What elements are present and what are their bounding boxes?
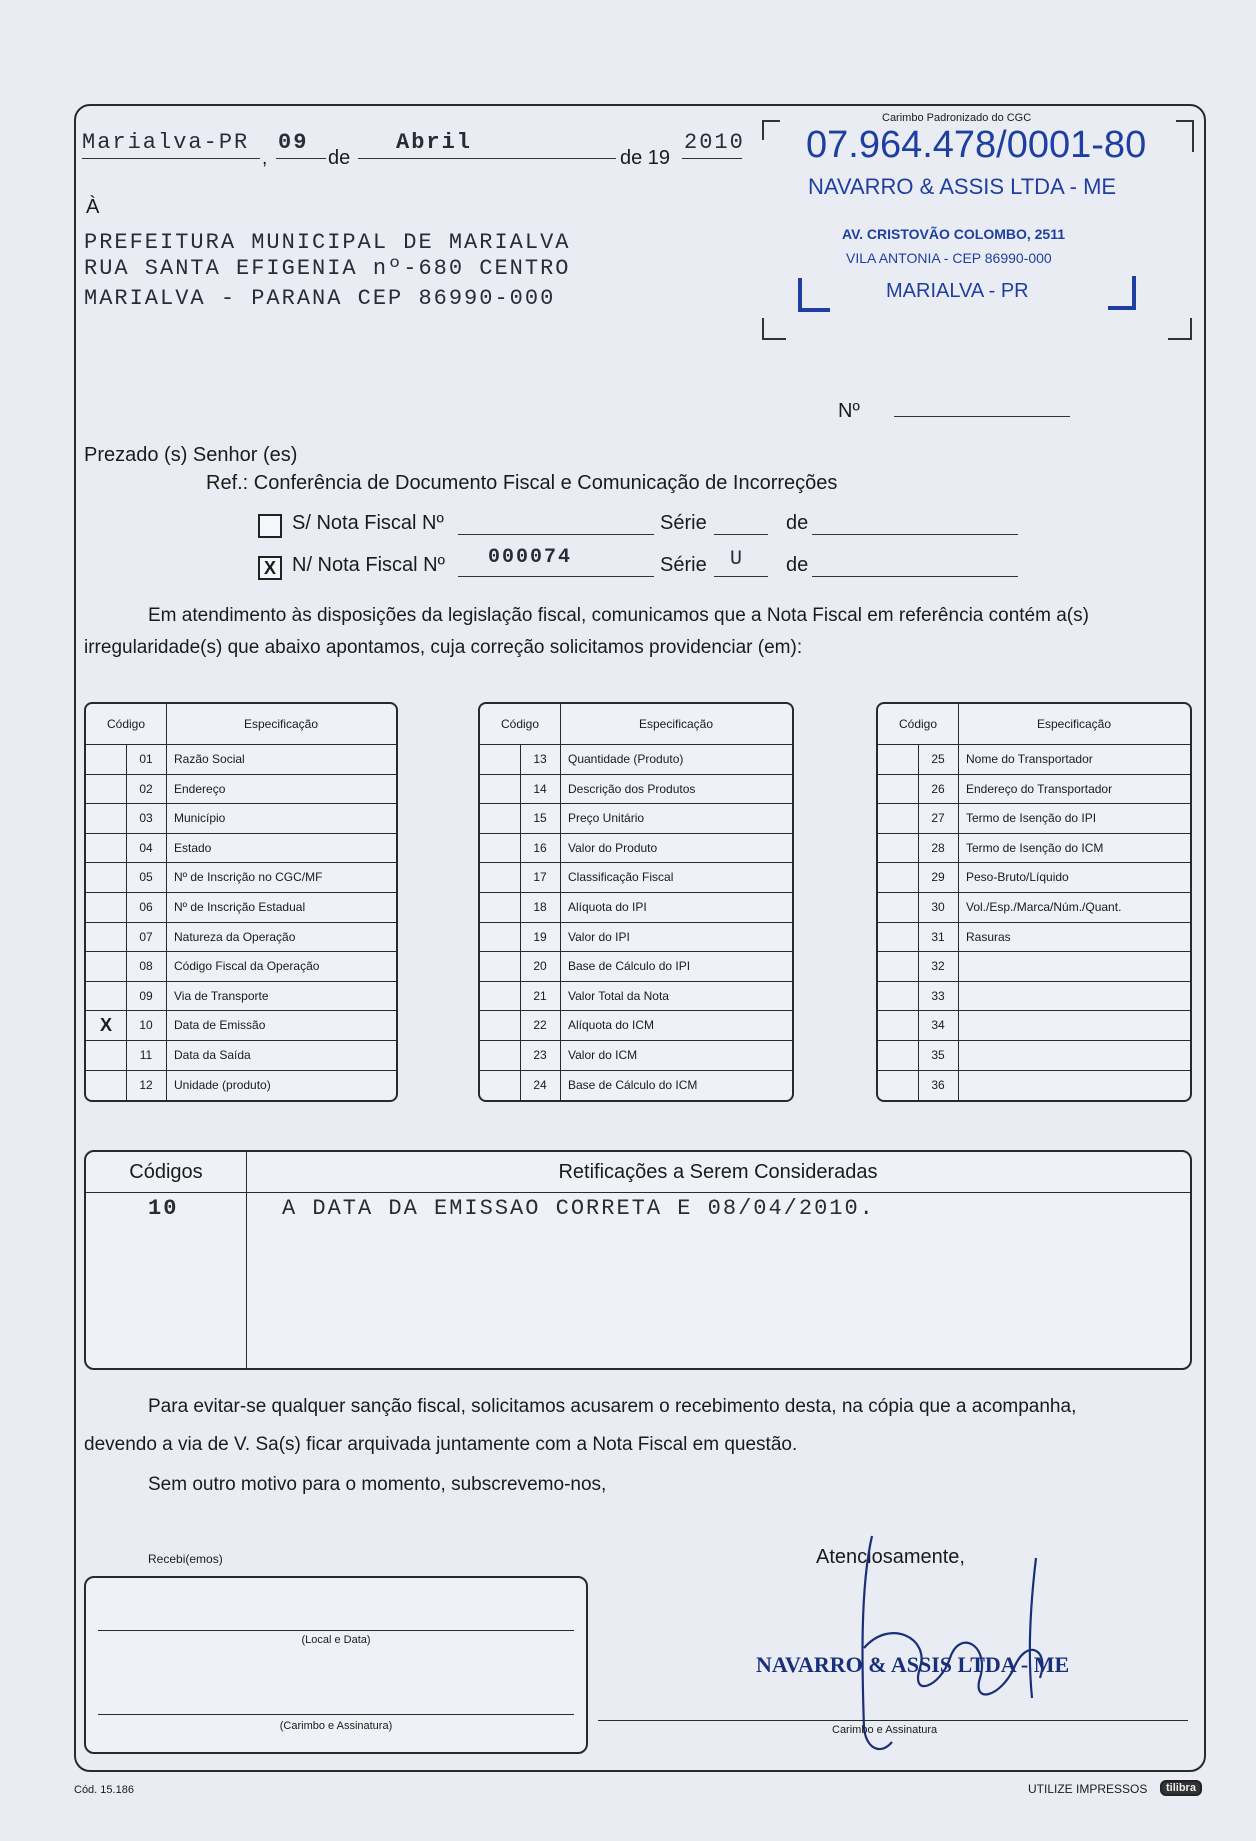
row-code: 32: [931, 959, 945, 974]
row-spec: Nº de Inscrição no CGC/MF: [174, 870, 323, 885]
row-spec: Natureza da Operação: [174, 929, 296, 944]
row-code: 20: [533, 959, 547, 974]
row-spec: Endereço do Transportador: [966, 781, 1113, 796]
row-spec: Peso-Bruto/Líquido: [966, 870, 1069, 885]
row-code: 34: [931, 1018, 945, 1033]
code-row: [878, 1040, 1190, 1071]
code-row: [86, 1040, 396, 1071]
code-row: [86, 922, 396, 953]
header-de1: de: [328, 147, 351, 169]
code-row: [480, 1070, 792, 1101]
column-header-spec: Especificação: [243, 717, 319, 731]
row-spec: Alíquota do ICM: [568, 1018, 655, 1033]
code-row: [878, 862, 1190, 893]
reference: Ref.: Conferência de Documento Fiscal e Comunicação de Incorreções: [206, 472, 838, 494]
row-spec: Preço Unitário: [568, 811, 645, 826]
rectification-box: [84, 1150, 1192, 1370]
row-spec: Código Fiscal da Operação: [174, 959, 320, 974]
header-year: 2010: [684, 130, 745, 155]
row-code: 14: [533, 781, 547, 796]
header-day: 09: [278, 130, 309, 155]
footer-form-code: Cód. 15.186: [74, 1784, 134, 1796]
row-code: 12: [139, 1077, 153, 1092]
row-code: 28: [931, 840, 945, 855]
row-code: 13: [533, 752, 547, 766]
receipt-box: [84, 1576, 588, 1754]
signature-caption: Carimbo e Assinatura: [832, 1724, 938, 1736]
code-row: [878, 833, 1190, 864]
row-spec: Classificação Fiscal: [568, 870, 674, 885]
row-spec: Base de Cálculo do IPI: [568, 959, 691, 974]
code-row: [480, 981, 792, 1012]
row-spec: Nome do Transportador: [966, 752, 1093, 766]
row-spec: Unidade (produto): [174, 1077, 271, 1092]
code-row: [480, 922, 792, 953]
row-code: 02: [139, 781, 153, 796]
stamp-district: VILA ANTONIA - CEP 86990-000: [846, 250, 1052, 266]
row-code: 25: [931, 752, 945, 766]
code-row: [878, 951, 1190, 982]
rectification-codes-header: Códigos: [129, 1161, 203, 1183]
code-row: [480, 892, 792, 923]
footer-brand-logo: tilibra: [1160, 1780, 1202, 1796]
option-n-de-label: de: [786, 554, 809, 576]
row-spec: Endereço: [174, 781, 226, 796]
closing-p1b: devendo a via de V. Sa(s) ficar arquivada juntamente com a Nota Fiscal em questão.: [84, 1434, 798, 1455]
row-code: 21: [533, 988, 547, 1003]
row-spec: Termo de Isenção do ICM: [966, 840, 1104, 855]
receipt-local-data: (Local e Data): [301, 1634, 371, 1646]
row-spec: Valor do ICM: [568, 1048, 638, 1062]
option-s-de-label: de: [786, 512, 809, 534]
code-row: [878, 803, 1190, 834]
row-spec: Base de Cálculo do ICM: [568, 1077, 698, 1092]
code-table-3: [876, 702, 1192, 1102]
row-code: 15: [533, 811, 547, 826]
row-code: 03: [139, 811, 153, 826]
code-row: [480, 951, 792, 982]
code-row: [878, 981, 1190, 1012]
row-spec: Valor do Produto: [568, 840, 658, 855]
code-row: [480, 774, 792, 805]
row-code: 11: [139, 1048, 153, 1062]
closing-p1: Para evitar-se qualquer sanção fiscal, solicitamos acusarem o recebimento desta, na cópia que a acompanha,: [148, 1396, 1077, 1417]
salutation: Prezado (s) Senhor (es): [84, 444, 298, 466]
stamp-caption: Carimbo Padronizado do CGC: [882, 112, 1032, 124]
intro-text: Em atendimento às disposições da legislação fiscal, comunicamos que a Nota Fiscal em referência contém a(s) irregularidade(s) que abaixo apontamos, cuja correção solicitamos providenciar (em):: [84, 605, 1089, 658]
column-header-spec: Especificação: [638, 717, 714, 731]
row-code: 01: [139, 752, 153, 766]
row-code: 09: [139, 988, 153, 1003]
row-code: 24: [533, 1077, 547, 1092]
stamp-city: MARIALVA - PR: [886, 280, 1029, 302]
code-row: [86, 803, 396, 834]
code-row: [878, 774, 1190, 805]
column-header-spec: Especificação: [1036, 717, 1112, 731]
code-table-1: [84, 702, 398, 1102]
signature-regards: Atenciosamente,: [816, 1546, 965, 1568]
row-spec: Nº de Inscrição Estadual: [174, 900, 306, 914]
stamp-cgc: 07.964.478/0001-80: [806, 124, 1147, 166]
footer-utilize: UTILIZE IMPRESSOS: [1028, 1782, 1148, 1796]
row-spec: Alíquota do IPI: [568, 900, 647, 914]
row-code: 07: [139, 929, 153, 944]
row-spec: Data da Saída: [174, 1048, 251, 1062]
row-code: 26: [931, 781, 945, 796]
row-code: 23: [533, 1048, 547, 1062]
row-mark: X: [99, 1015, 112, 1036]
code-row: [86, 1010, 396, 1041]
code-row: [878, 1070, 1190, 1101]
row-code: 33: [931, 988, 945, 1003]
code-row: [480, 833, 792, 864]
signature-stamp-name: NAVARRO & ASSIS LTDA - ME: [756, 1652, 1070, 1677]
code-row: [878, 1010, 1190, 1041]
row-code: 06: [139, 900, 153, 914]
row-spec: Valor do IPI: [568, 929, 630, 944]
column-header-code: Código: [898, 717, 938, 731]
option-n-number: 000074: [488, 546, 573, 569]
option-n-label: N/ Nota Fiscal Nº: [292, 554, 445, 576]
row-code: 17: [533, 870, 547, 885]
row-spec: Razão Social: [174, 752, 245, 766]
row-spec: Estado: [174, 840, 212, 855]
code-row: [86, 981, 396, 1012]
row-code: 31: [931, 929, 945, 944]
number-label: Nº: [838, 400, 860, 422]
code-row: [86, 1070, 396, 1101]
code-row: [480, 744, 792, 775]
row-code: 35: [931, 1048, 945, 1062]
checkbox-n-nota[interactable]: X: [258, 556, 282, 580]
row-code: 29: [931, 870, 945, 885]
row-code: 36: [931, 1077, 945, 1092]
recipient-to: À: [86, 196, 100, 218]
row-spec: Descrição dos Produtos: [568, 781, 696, 796]
recipient-line1: PREFEITURA MUNICIPAL DE MARIALVA: [84, 230, 571, 255]
recipient-line2: RUA SANTA EFIGENIA nº-680 CENTRO: [84, 256, 571, 281]
code-row: [480, 862, 792, 893]
row-code: 19: [533, 929, 547, 944]
code-row: [480, 803, 792, 834]
rectification-text: A DATA DA EMISSAO CORRETA E 08/04/2010.: [282, 1196, 875, 1221]
rectification-code: 10: [148, 1196, 179, 1221]
code-table-2: [478, 702, 794, 1102]
header-city: Marialva-PR: [82, 130, 250, 155]
code-row: [86, 833, 396, 864]
row-spec: Data de Emissão: [174, 1018, 266, 1033]
row-code: 22: [533, 1018, 547, 1033]
row-code: 08: [139, 959, 153, 974]
row-spec: Vol./Esp./Marca/Núm./Quant.: [966, 900, 1122, 914]
row-spec: Quantidade (Produto): [568, 752, 684, 766]
code-row: [86, 862, 396, 893]
code-row: [878, 922, 1190, 953]
row-code: 30: [931, 900, 945, 914]
header-de2: de 19: [620, 147, 671, 169]
stamp-street: AV. CRISTOVÃO COLOMBO, 2511: [842, 226, 1066, 242]
row-code: 10: [139, 1018, 153, 1033]
row-code: 04: [139, 840, 153, 855]
recipient-line3: MARIALVA - PARANA CEP 86990-000: [84, 286, 556, 311]
row-spec: Termo de Isenção do IPI: [966, 811, 1097, 826]
row-spec: Município: [174, 811, 226, 826]
code-row: [480, 1040, 792, 1071]
stamp-company: NAVARRO & ASSIS LTDA - ME: [808, 174, 1117, 199]
row-spec: Valor Total da Nota: [568, 988, 669, 1003]
row-spec: Via de Transporte: [174, 988, 269, 1003]
option-n-serie: U: [730, 548, 745, 571]
option-s-label: S/ Nota Fiscal Nº: [292, 512, 444, 534]
row-code: 27: [931, 811, 945, 826]
closing-p2: Sem outro motivo para o momento, subscrevemo-nos,: [148, 1474, 607, 1495]
code-row: [878, 744, 1190, 775]
receipt-carimbo: (Carimbo e Assinatura): [279, 1720, 393, 1732]
checkbox-s-nota[interactable]: [258, 514, 282, 538]
option-s-serie-label: Série: [660, 512, 707, 534]
code-row: [86, 951, 396, 982]
header-month: Abril: [396, 130, 473, 155]
column-header-code: Código: [106, 717, 146, 731]
row-code: 18: [533, 900, 547, 914]
receipt-label: Recebi(emos): [148, 1552, 223, 1566]
code-row: [86, 892, 396, 923]
code-row: [480, 1010, 792, 1041]
rectification-title-header: Retificações a Serem Consideradas: [558, 1161, 878, 1183]
code-row: [86, 774, 396, 805]
row-spec: Rasuras: [966, 929, 1011, 944]
row-code: 05: [139, 870, 153, 885]
code-row: [878, 892, 1190, 923]
code-row: [86, 744, 396, 775]
option-n-serie-label: Série: [660, 554, 707, 576]
column-header-code: Código: [500, 717, 540, 731]
row-code: 16: [533, 840, 547, 855]
